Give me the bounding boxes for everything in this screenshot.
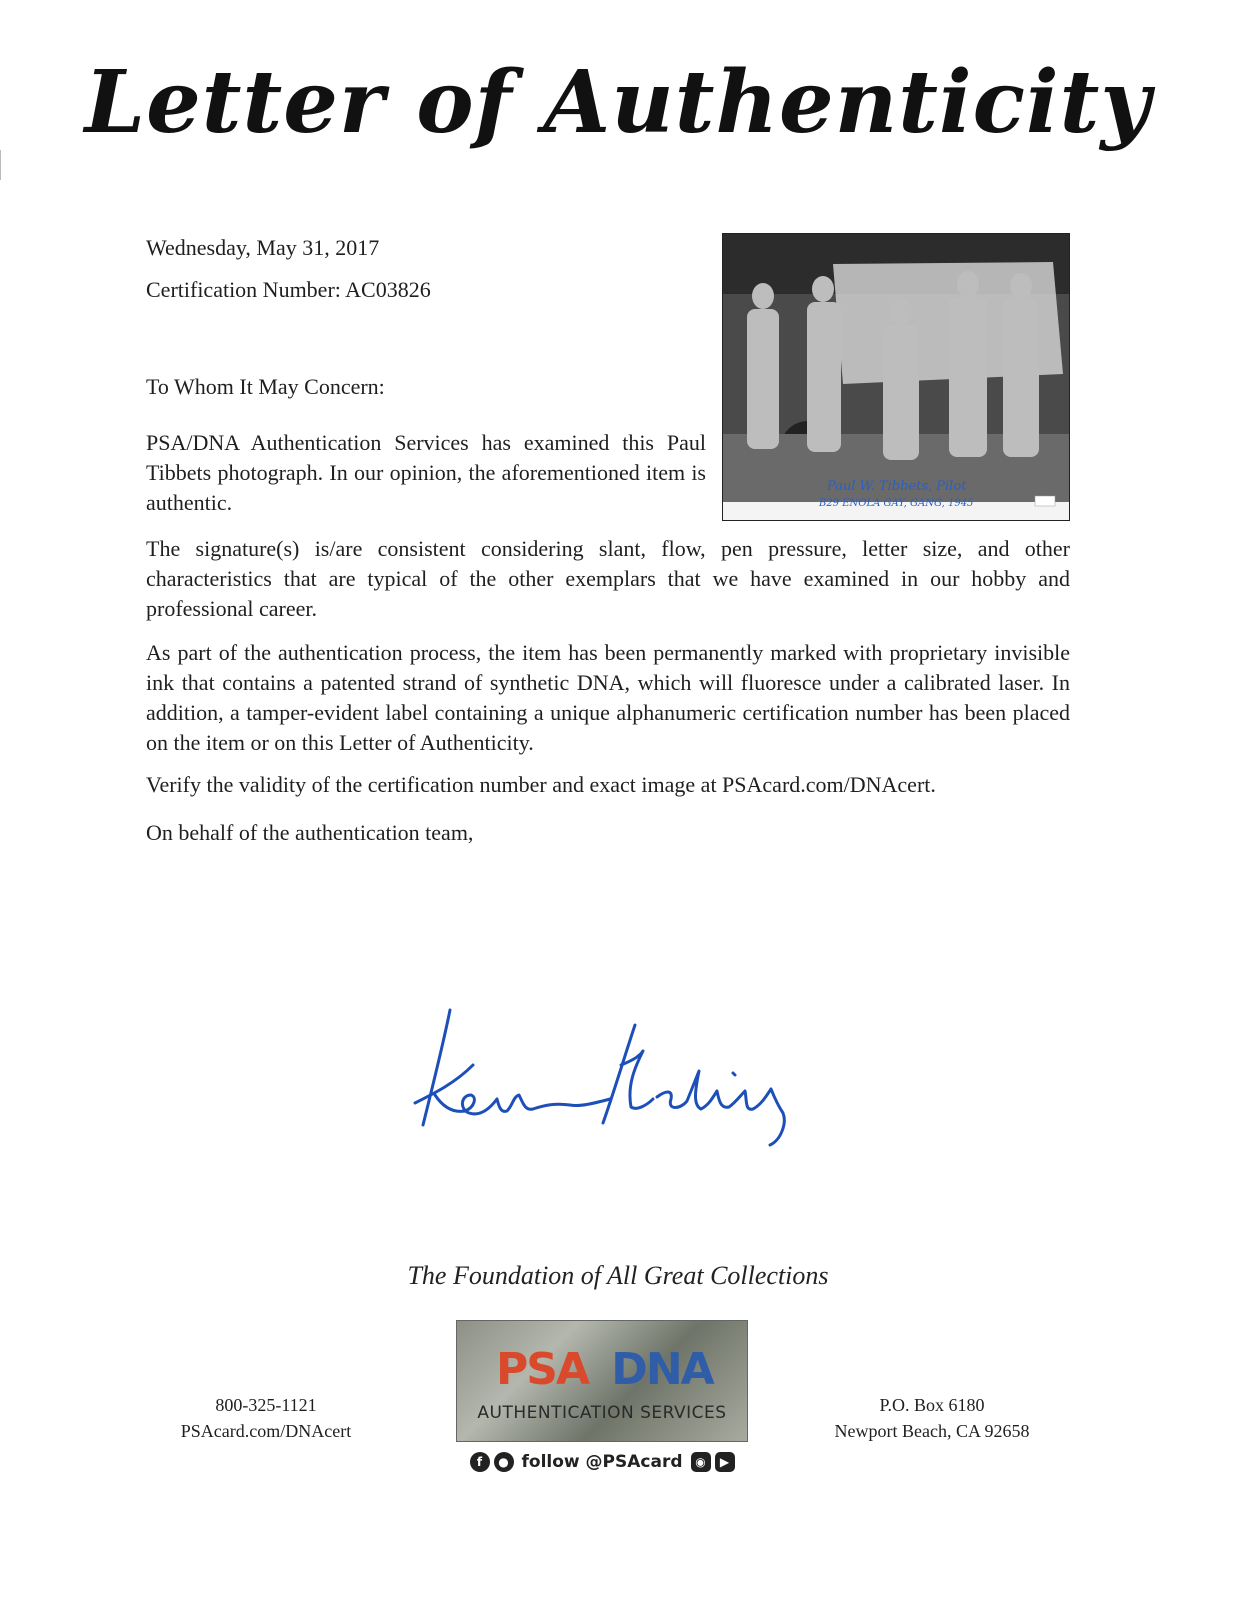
authenticator-signature — [395, 995, 835, 1159]
paragraph-examination: PSA/DNA Authentication Services has examined this Paul Tibbets photograph. In our opinion, the aforementioned item is authentic. — [146, 430, 706, 515]
paragraph-consistency: The signature(s) is/are consistent considering slant, flow, pen pressure, letter size, and other characteristics that are typical of the other exemplars that we have examined in our hobby and professional career. — [146, 536, 1070, 621]
certification-number: Certification Number: AC03826 — [146, 277, 431, 302]
logo-subtitle: AUTHENTICATION SERVICES — [477, 1403, 727, 1423]
photograph-image — [723, 234, 1069, 520]
contact-address-line1: P.O. Box 6180 — [879, 1395, 985, 1415]
facebook-icon[interactable]: f — [470, 1452, 490, 1472]
item-photograph — [722, 233, 1070, 521]
contact-address-line2: Newport Beach, CA 92658 — [834, 1421, 1030, 1441]
contact-right — [812, 1392, 1052, 1444]
salutation: To Whom It May Concern: — [146, 374, 385, 399]
psa-dna-logo — [456, 1320, 748, 1442]
contact-left — [146, 1392, 386, 1444]
contact-website: PSAcard.com/DNAcert — [180, 1421, 352, 1441]
instagram-icon[interactable]: ◉ — [691, 1452, 711, 1472]
photo-inscription-line2: B29 ENOLA GAY, GANG, 1945 — [819, 498, 974, 509]
paragraph-closing: On behalf of the authentication team, — [146, 820, 474, 845]
tagline: The Foundation of All Great Collections — [407, 1261, 829, 1290]
photo-inscription-line1: Paul W. Tibbets, Pilot — [827, 479, 967, 494]
paragraph-verify: Verify the validity of the certification number and exact image at PSAcard.com/DNAcert. — [146, 772, 936, 797]
logo-psa-text: PSA — [496, 1344, 588, 1395]
social-follow-bar — [467, 1448, 737, 1476]
contact-phone: 800-325-1121 — [215, 1395, 317, 1415]
youtube-icon[interactable]: ▶ — [715, 1452, 735, 1472]
signature-image — [395, 995, 835, 1155]
logo-dna-text: DNA — [611, 1344, 713, 1395]
paragraph-process: As part of the authentication process, the item has been permanently marked with proprietary invisible ink that contains a patented strand of synthetic DNA, which will fluoresce under a calibrated laser. In addition, a tamper-evident label containing a unique alphanumeric certification number has been placed on the item or on this Letter of Authenticity. — [146, 640, 1070, 755]
social-handle: follow @PSAcard — [521, 1452, 683, 1472]
twitter-icon[interactable]: ● — [494, 1452, 514, 1472]
letter-meta — [146, 234, 431, 318]
letter-date: Wednesday, May 31, 2017 — [146, 235, 380, 260]
letter-title: Letter of Authenticity — [84, 52, 1152, 153]
scan-edge-mark — [0, 150, 1, 180]
